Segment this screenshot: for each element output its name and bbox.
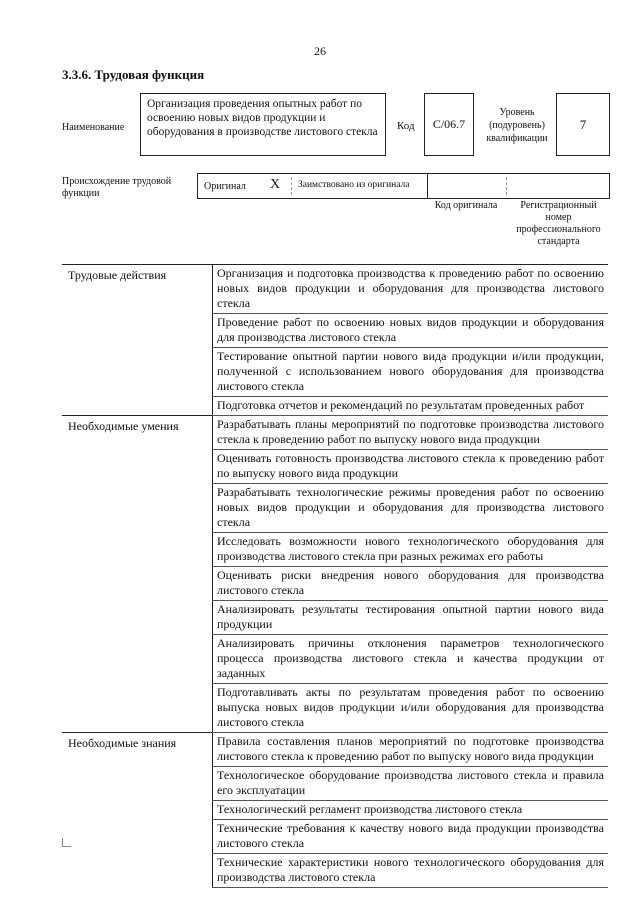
function-table: [62, 264, 608, 888]
name-value: Организация проведения опытных работ по освоению новых видов продукции и оборудования в производстве листового стекла: [140, 93, 386, 156]
list-item: Технологическое оборудование производства листового стекла и правила его эксплуатации: [213, 767, 609, 801]
table-row: [62, 733, 608, 767]
section-title: 3.3.6. Трудовая функция: [62, 67, 205, 82]
original-label: Оригинал: [204, 181, 246, 192]
list-item: Разрабатывать технологические режимы проведения работ по освоению новых видов продукции и оборудования для производства листового стекла: [213, 484, 609, 533]
section-title-cell: Необходимые умения: [62, 416, 213, 733]
table-row: [62, 265, 608, 314]
list-item: Разрабатывать планы мероприятий по подготовке производства листового стекла к проведению работ по выпуску нового вида продукции: [213, 416, 609, 450]
original-mark: X: [270, 177, 281, 192]
list-item: Оценивать готовность производства листового стекла к проведению работ по выпуску нового вида продукции: [213, 450, 609, 484]
list-item: Технические характеристики нового технологического оборудования для производства листового стекла: [213, 854, 609, 888]
page-number: 26: [314, 44, 326, 58]
code-original-label: Код оригинала: [434, 200, 498, 211]
borrowed-label: Заимствовано из оригинала: [298, 180, 410, 190]
name-label: Наименование: [62, 122, 125, 133]
origin-separator: [291, 177, 292, 195]
origin-label: Происхождение трудовой функции: [62, 176, 172, 199]
section-title-cell: Необходимые знания: [62, 733, 213, 888]
level-label: Уровень (подуровень) квалификации: [486, 107, 548, 144]
code-label: Код: [397, 120, 415, 132]
list-item: Анализировать причины отклонения параметров технологического процесса производства листового стекла и качества продукции от заданных: [213, 635, 609, 684]
reg-number-label: Регистрационный номер профессионального стандарта: [516, 200, 601, 247]
level-value: 7: [556, 93, 610, 156]
list-item: Оценивать риски внедрения нового оборудования для производства листового стекла: [213, 567, 609, 601]
list-item: Организация и подготовка производства к проведению работ по освоению новых видов продукции и оборудования для производства листового стекла: [213, 265, 609, 314]
list-item: Тестирование опытной партии нового вида продукции и/или продукции, полученной с использованием нового оборудования для производства листового стекла: [213, 348, 609, 397]
code-value: С/06.7: [424, 93, 474, 156]
list-item: Технологический регламент производства листового стекла: [213, 801, 609, 820]
list-item: Анализировать результаты тестирования опытной партии нового вида продукции: [213, 601, 609, 635]
list-item: Подготавливать акты по результатам проведения работ по освоению выпуска новых видов продукции и/или оборудования для производства листового стекла: [213, 684, 609, 733]
section-title-cell: Трудовые действия: [62, 265, 213, 416]
table-row: [62, 416, 608, 450]
list-item: Технические требования к качеству нового вида продукции производства листового стекла: [213, 820, 609, 854]
list-item: Правила составления планов мероприятий по подготовке производства листового стекла к проведению работ по выпуску нового вида продукции: [213, 733, 609, 767]
list-item: Проведение работ по освоению новых видов продукции и оборудования для производства листового стекла: [213, 314, 609, 348]
origin-separator: [506, 177, 507, 195]
origin-separator: [427, 173, 428, 199]
corner-mark: [62, 838, 71, 847]
list-item: Подготовка отчетов и рекомендаций по результатам проведенных работ: [213, 397, 609, 416]
list-item: Исследовать возможности нового технологического оборудования для производства листового стекла при разных режимах его работы: [213, 533, 609, 567]
